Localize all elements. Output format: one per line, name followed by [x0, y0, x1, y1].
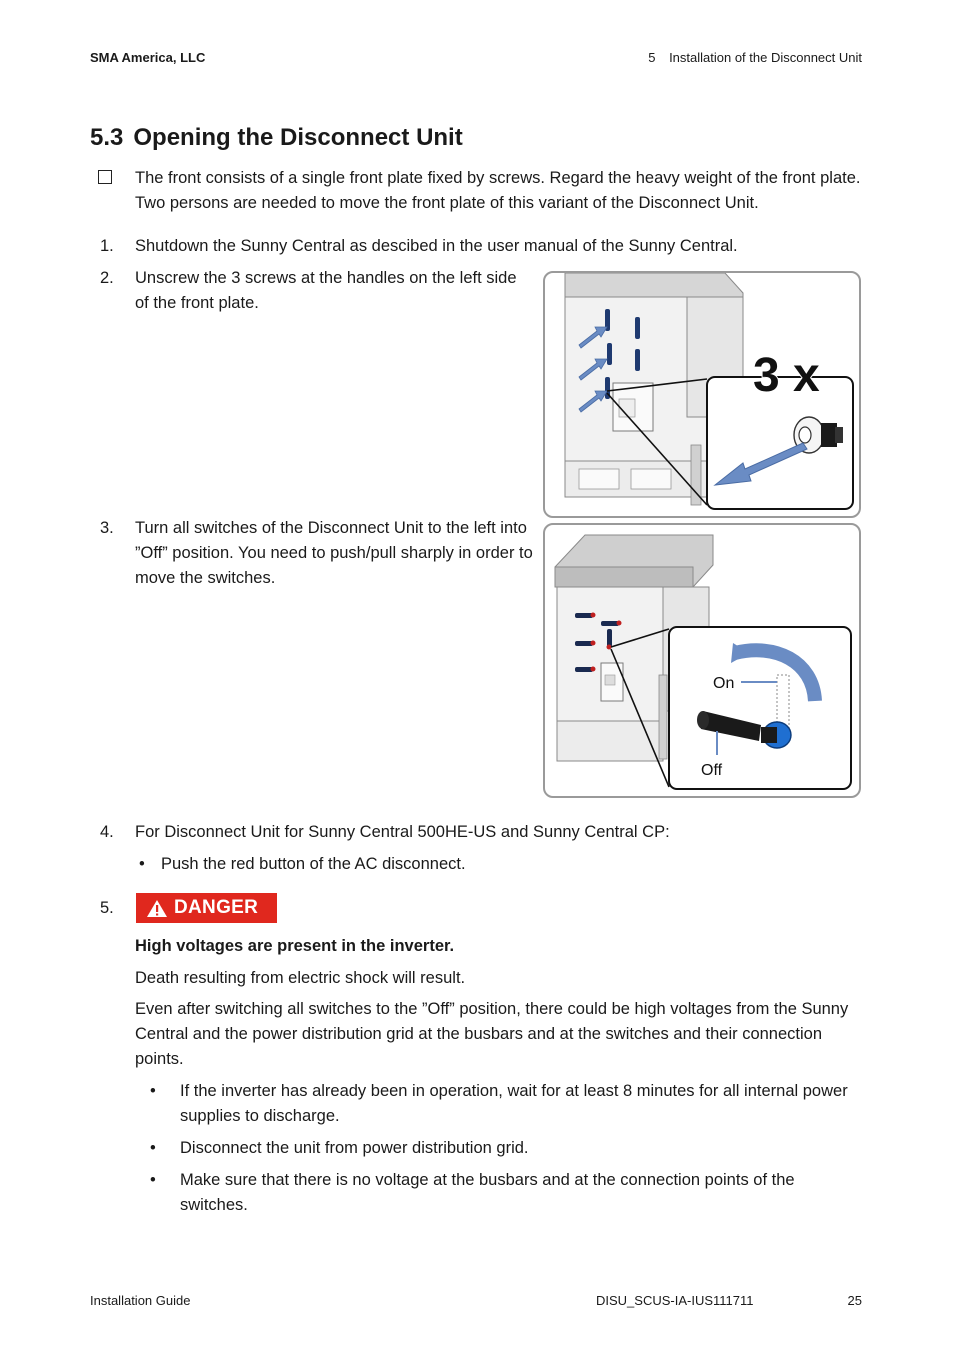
figure-unscrew-screws: [543, 271, 861, 518]
step-3-number: 3.: [100, 519, 114, 537]
danger-heading: High voltages are present in the inverter.: [135, 937, 455, 955]
on-label: On: [713, 675, 735, 692]
danger-measure-1: If the inverter has already been in operation, wait for at least 8 minutes for all internal power supplies to discharge.: [180, 1082, 848, 1125]
warning-triangle-icon: [146, 899, 168, 918]
danger-measure-marker-1: •: [150, 1082, 156, 1100]
header-chapter: [648, 50, 862, 65]
danger-label: DANGER: [174, 897, 259, 918]
danger-measure-marker-2: •: [150, 1139, 156, 1157]
danger-consequence: Death resulting from electric shock will result.: [135, 969, 466, 987]
danger-measure-3: Make sure that there is no voltage at the busbars and at the connection points of the switches.: [180, 1171, 795, 1214]
step-1-number: 1.: [100, 237, 114, 255]
step-4-bullet: Push the red button of the AC disconnect.: [161, 855, 466, 873]
danger-measure-marker-3: •: [150, 1171, 156, 1189]
step-5-number: 5.: [100, 899, 114, 917]
footer-doc-code: DISU_SCUS-IA-IUS111711: [596, 1293, 754, 1308]
header-chapter-title: Installation of the Disconnect Unit: [669, 50, 862, 65]
figure-unscrew-illustration: [545, 273, 859, 516]
step-4-number: 4.: [100, 823, 114, 841]
precondition-checkbox: [98, 170, 112, 184]
footer-page-number: 25: [847, 1293, 862, 1308]
danger-badge: [136, 893, 277, 923]
footer-doc-type: Installation Guide: [90, 1293, 191, 1308]
section-title: [90, 124, 463, 152]
step-4-text: For Disconnect Unit for Sunny Central 500HE-US and Sunny Central CP:: [135, 823, 670, 841]
figure1-callout-text: 3 x: [753, 349, 820, 402]
danger-detail: Even after switching all switches to the ”Off” position, there could be high voltages from the Sunny Central and the power distribution grid at the busbars and at the switches and their connection points.: [135, 1000, 849, 1068]
step-1-text: Shutdown the Sunny Central as descibed in the user manual of the Sunny Central.: [135, 237, 738, 255]
danger-measure-2: Disconnect the unit from power distribution grid.: [180, 1139, 529, 1157]
step-2-number: 2.: [100, 269, 114, 287]
section-number: 5.3: [90, 124, 124, 151]
step-4-bullet-marker: •: [139, 855, 145, 873]
header-company: SMA America, LLC: [90, 50, 206, 65]
figure-switch-off: [543, 523, 861, 798]
header-chapter-number: 5: [648, 50, 656, 65]
step-3-text: Turn all switches of the Disconnect Unit to the left into ”Off” position. You need to push/pull sharply in order to move the switches.: [135, 519, 533, 587]
figure-switch-illustration: [545, 525, 859, 796]
precondition-text: The front consists of a single front plate fixed by screws. Regard the heavy weight of the front plate. Two persons are needed to move the front plate of this variant of the Disconnect Unit.: [135, 169, 861, 212]
section-title-text: Opening the Disconnect Unit: [133, 124, 463, 151]
step-2-text: Unscrew the 3 screws at the handles on the left side of the front plate.: [135, 269, 517, 312]
off-label: Off: [701, 762, 723, 779]
